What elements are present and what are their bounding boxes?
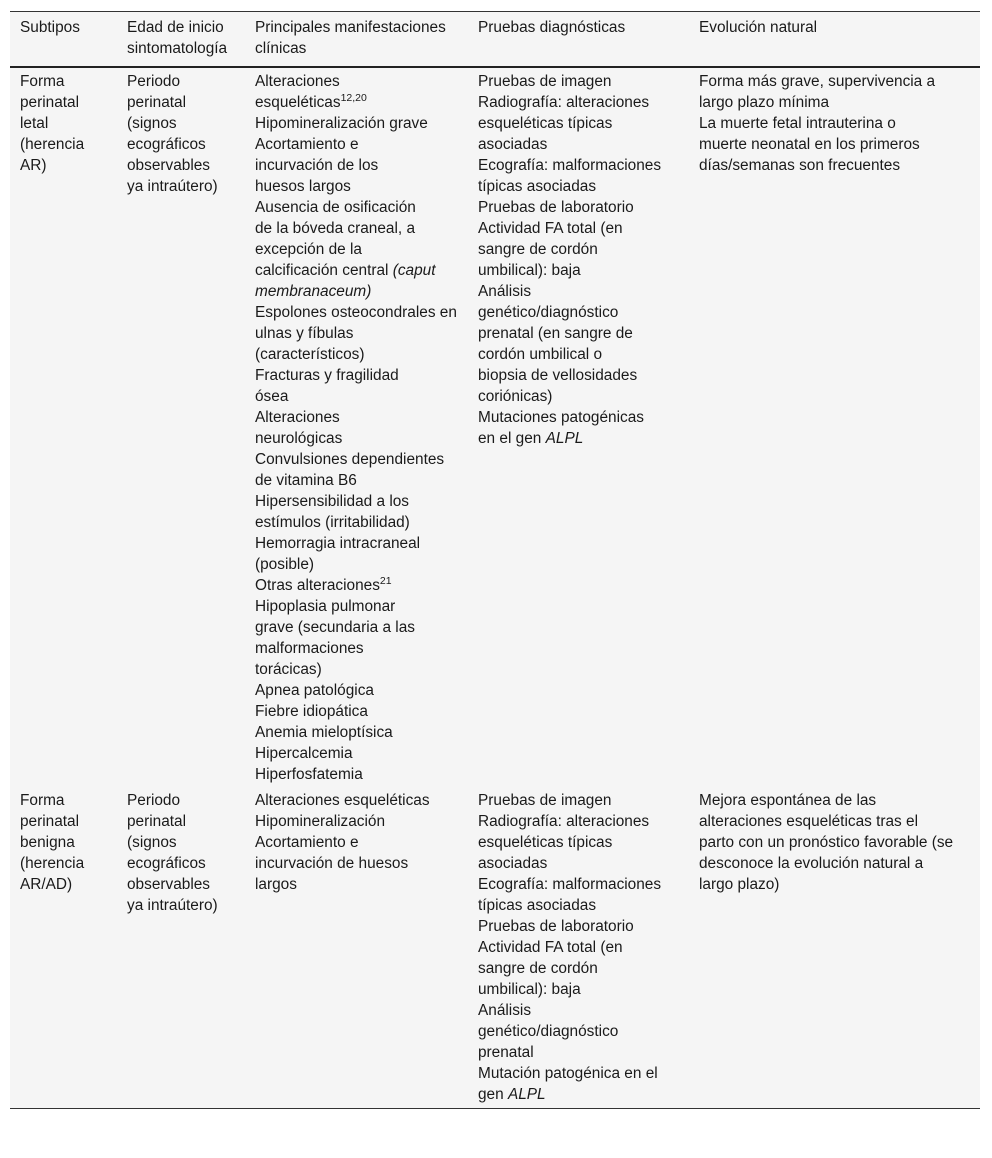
prueba-item: Radiografía: alteraciones esqueléticas típicas asociadas	[478, 813, 650, 872]
manifestacion-item: Fracturas y fragilidad ósea	[255, 367, 399, 405]
manifestacion-heading-text: Alteraciones esqueléticas	[255, 73, 341, 111]
cell-manifestaciones	[245, 67, 468, 785]
manifestacion-heading	[255, 575, 458, 596]
manifestacion-heading-text: Otras alteraciones	[255, 577, 380, 594]
prueba-item: Análisis genético/diagnóstico prenatal (en sangre de cordón umbilical o biopsia de vellosidades coriónicas)	[478, 283, 638, 405]
manifestacion-item: Hiperfosfatemia	[255, 766, 363, 783]
manifestacion-item: Apnea patológica	[255, 682, 374, 699]
prueba-item: Actividad FA total (en sangre de cordón umbilical): baja	[478, 939, 623, 998]
cell-pruebas	[468, 67, 689, 785]
cell-manifestaciones	[245, 785, 468, 1109]
header-manifestaciones: Principales manifestaciones clínicas	[255, 19, 446, 57]
manifestacion-item: Espolones osteocondrales en ulnas y fíbulas (característicos)	[255, 304, 457, 363]
clinical-table	[10, 11, 980, 1109]
subtipo-text: Forma perinatal letal (herencia AR)	[20, 73, 85, 174]
prueba-item: Radiografía: alteraciones esqueléticas típicas asociadas	[478, 94, 650, 153]
reference-superscript: 12,20	[340, 92, 367, 105]
table-header-row	[10, 12, 980, 68]
subtipo-text: Forma perinatal benigna (herencia AR/AD)	[20, 792, 85, 893]
prueba-item	[478, 1063, 658, 1105]
cell-pruebas	[468, 785, 689, 1109]
manifestacion-item-text: Ausencia de osificación de la bóveda craneal, a excepción de la calcificación central	[255, 199, 416, 279]
manifestacion-item: Convulsiones dependientes de vitamina B6	[255, 451, 445, 489]
cell-evolucion	[689, 785, 980, 1109]
prueba-item	[478, 407, 658, 449]
manifestacion-item: Fiebre idiopática	[255, 703, 368, 720]
cell-edad	[117, 67, 245, 785]
prueba-item-text: Mutación patogénica en el gen	[478, 1065, 658, 1103]
header-subtipos: Subtipos	[20, 19, 80, 36]
cell-evolucion	[689, 67, 980, 785]
header-edad-inicio: Edad de inicio sintomatología	[127, 19, 228, 57]
table-row	[10, 67, 980, 785]
prueba-item: Ecografía: malformaciones típicas asociadas	[478, 876, 662, 914]
manifestacion-item: Hipersensibilidad a los estímulos (irritabilidad)	[255, 493, 410, 531]
manifestacion-item: Acortamiento e incurvación de huesos largos	[255, 834, 409, 893]
prueba-item-text: Mutaciones patogénicas en el gen	[478, 409, 644, 447]
evolucion-item: Mejora espontánea de las alteraciones esqueléticas tras el parto con un pronóstico favorable (se desconoce la evolución natural a largo plazo)	[699, 792, 954, 893]
edad-text: Periodo perinatal (signos ecográficos observables ya intraútero)	[127, 792, 218, 914]
prueba-heading: Pruebas de laboratorio	[478, 918, 634, 935]
manifestacion-item: Anemia mieloptísica	[255, 724, 393, 741]
evolucion-item: Forma más grave, supervivencia a largo plazo mínima	[699, 73, 936, 111]
reference-superscript: 21	[379, 575, 392, 588]
prueba-heading: Pruebas de laboratorio	[478, 199, 634, 216]
prueba-item: Análisis genético/diagnóstico prenatal	[478, 1002, 619, 1061]
prueba-heading: Pruebas de imagen	[478, 792, 612, 809]
manifestacion-heading: Alteraciones neurológicas	[255, 409, 343, 447]
manifestacion-item: Hemorragia intracraneal (posible)	[255, 535, 421, 573]
gene-name: ALPL	[545, 430, 584, 447]
manifestacion-item	[255, 197, 437, 302]
evolucion-item: La muerte fetal intrauterina o muerte neonatal en los primeros días/semanas son frecuentes	[699, 115, 920, 174]
manifestacion-item: Hipomineralización	[255, 813, 386, 830]
manifestacion-heading	[255, 71, 377, 113]
manifestacion-item: Hipomineralización grave	[255, 115, 428, 132]
header-pruebas: Pruebas diagnósticas	[478, 19, 626, 36]
gene-name: ALPL	[507, 1086, 546, 1103]
prueba-item: Ecografía: malformaciones típicas asociadas	[478, 157, 662, 195]
manifestacion-item: Acortamiento e incurvación de los huesos largos	[255, 136, 379, 195]
prueba-heading: Pruebas de imagen	[478, 73, 612, 90]
prueba-item: Actividad FA total (en sangre de cordón umbilical): baja	[478, 220, 623, 279]
italic-term: (caput membranaceum)	[255, 262, 436, 300]
manifestacion-item: Hipoplasia pulmonar grave (secundaria a las malformaciones torácicas)	[255, 598, 415, 678]
cell-subtipo	[10, 67, 117, 785]
cell-edad	[117, 785, 245, 1109]
edad-text: Periodo perinatal (signos ecográficos observables ya intraútero)	[127, 73, 218, 195]
table-row	[10, 785, 980, 1109]
cell-subtipo	[10, 785, 117, 1109]
manifestacion-heading: Alteraciones esqueléticas	[255, 792, 430, 809]
manifestacion-item: Hipercalcemia	[255, 745, 353, 762]
header-evolucion: Evolución natural	[699, 19, 818, 36]
